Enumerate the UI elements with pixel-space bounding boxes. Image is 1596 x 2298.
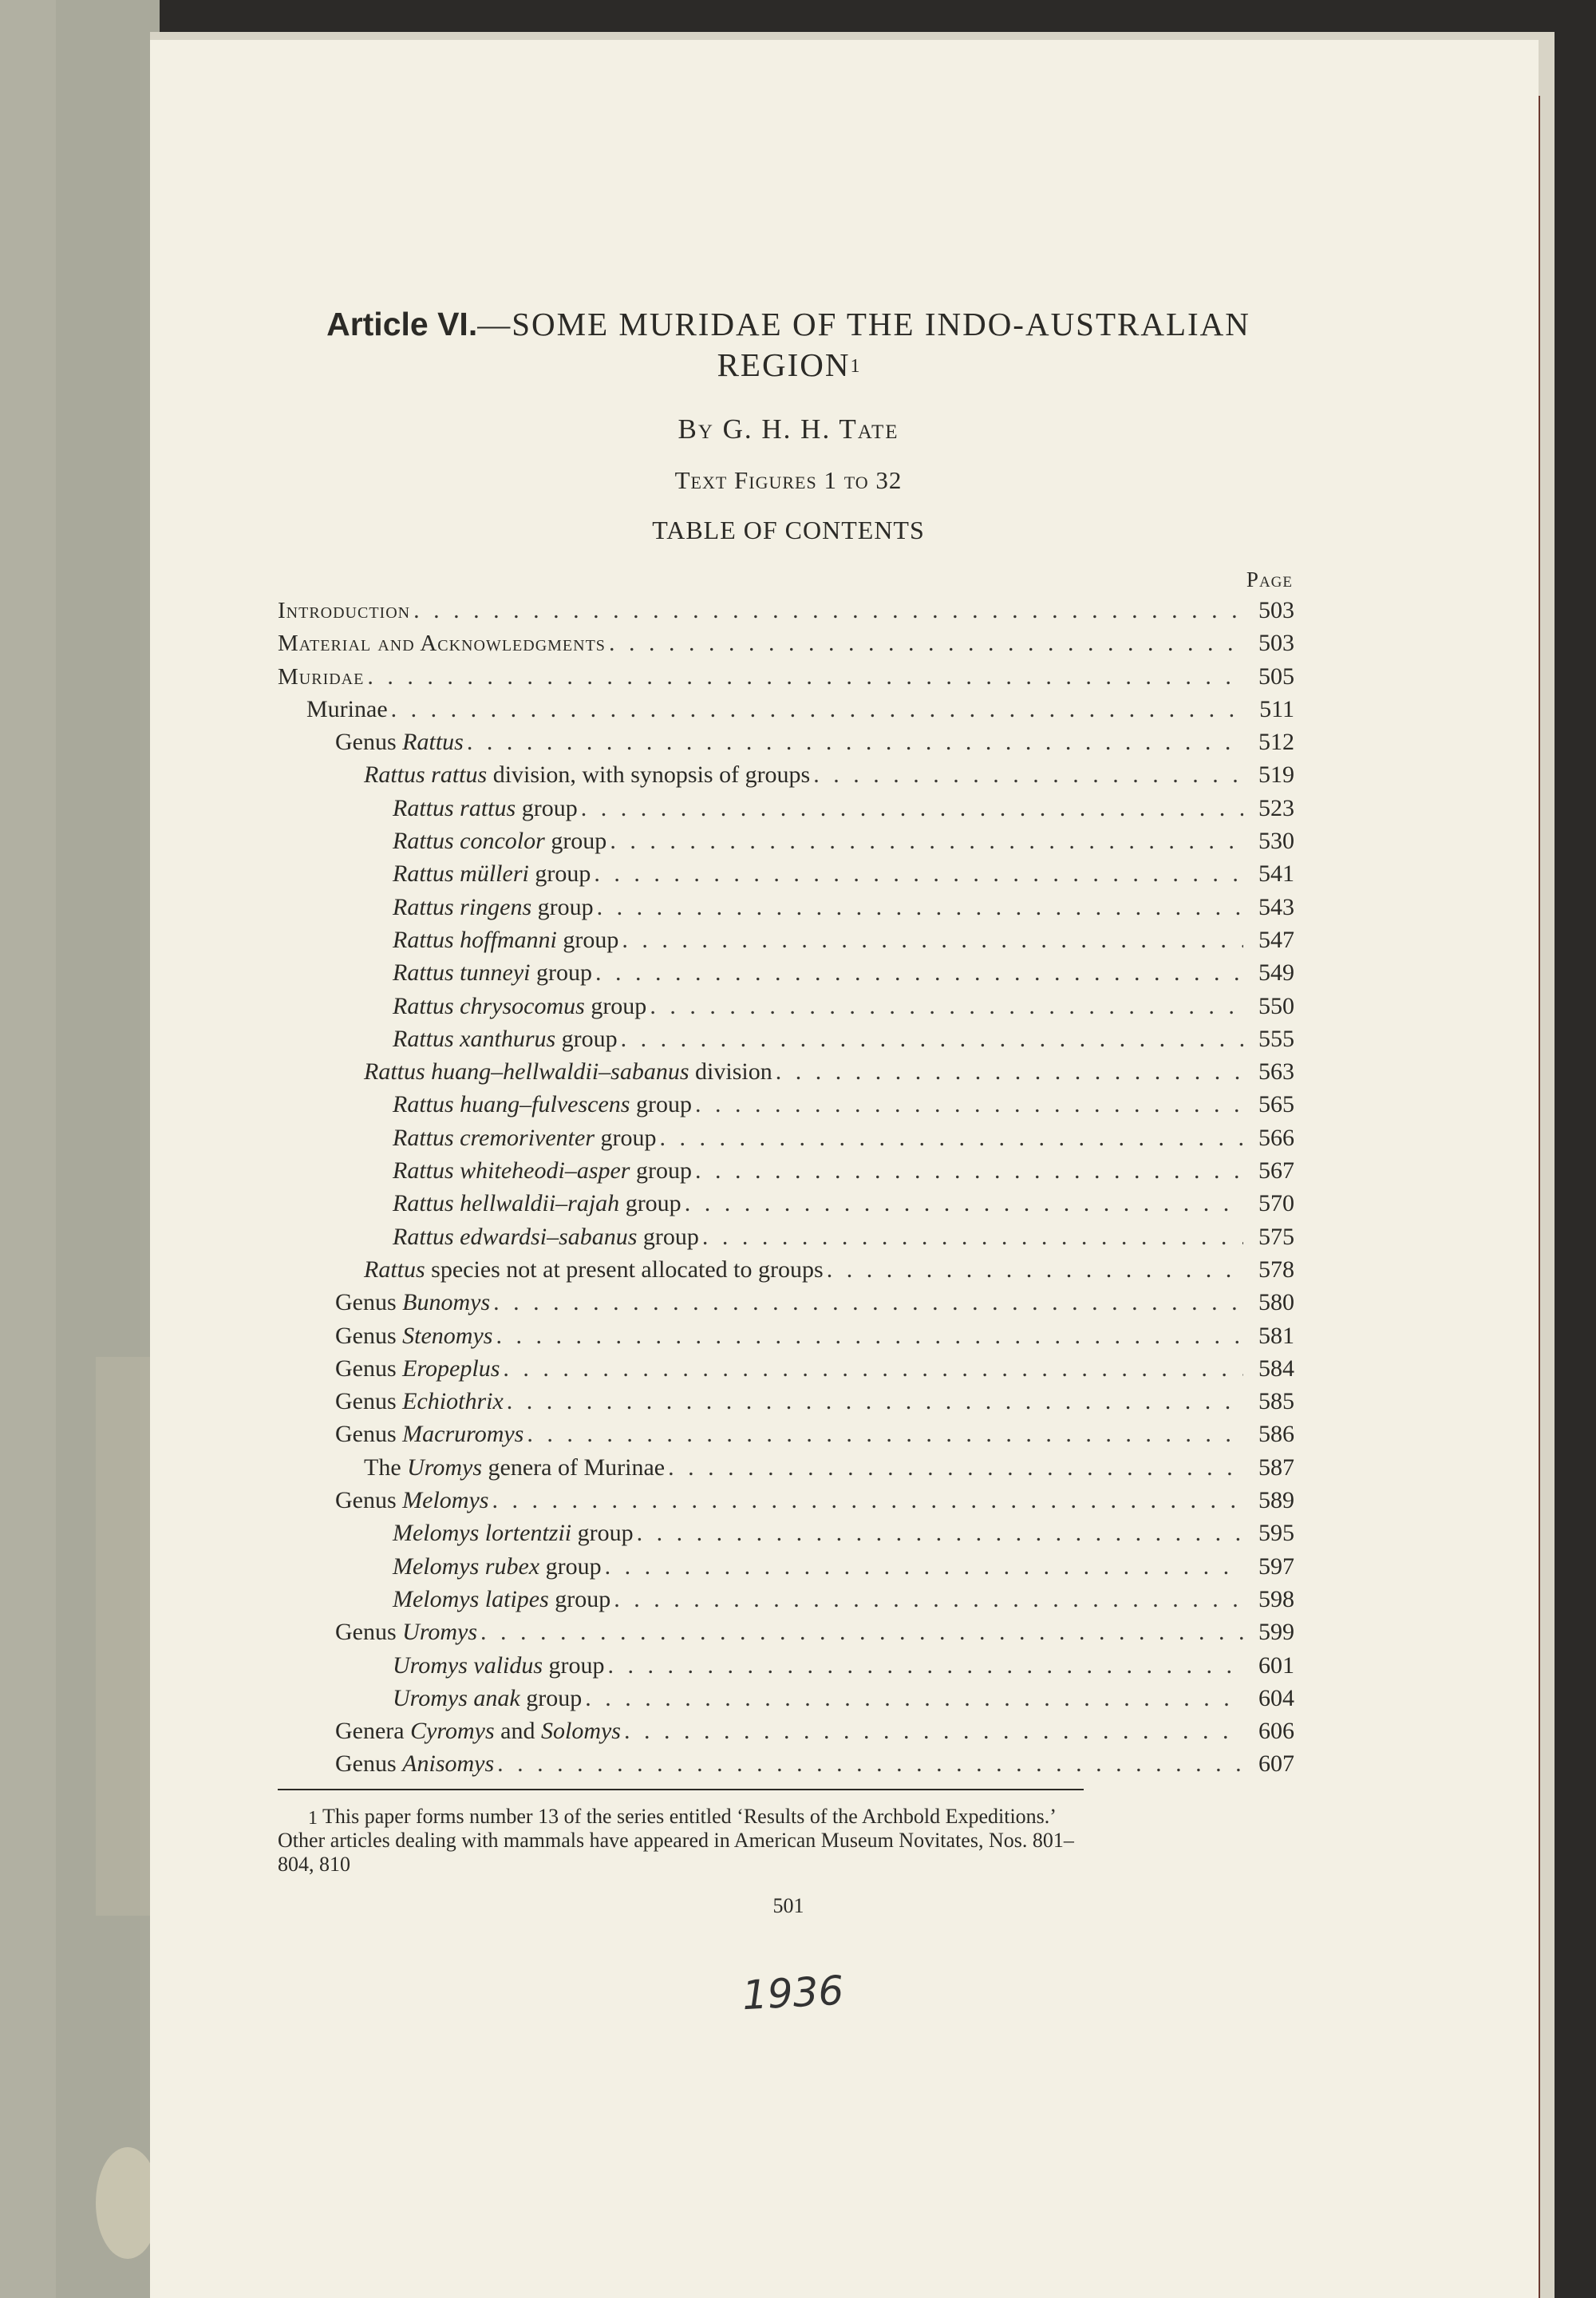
toc-entry-text: group (619, 1190, 681, 1217)
toc-entry-taxon: Melomys (402, 1487, 489, 1514)
toc-entry-text: Genus (335, 1750, 403, 1778)
toc-entry-page: 555 (1258, 1025, 1294, 1052)
toc-entry (278, 1187, 1299, 1220)
toc-entry-page: 604 (1258, 1684, 1294, 1711)
toc-entry (278, 825, 1299, 857)
toc-entry-page: 580 (1258, 1289, 1294, 1316)
toc-entry-taxon: Uromys validus (393, 1651, 543, 1679)
toc-entry-title (364, 1451, 665, 1484)
footnote-line2: Other articles dealing with mammals have appeared in American Museum Novitates, Nos. 801– (278, 1828, 1074, 1852)
toc-entry-title (393, 924, 618, 956)
toc-entry-taxon: Rattus mülleri (393, 860, 529, 888)
toc-entry-title (335, 1418, 523, 1450)
toc-entry-taxon: Rattus cremoriventer (393, 1124, 595, 1151)
leader-dots (695, 1154, 1243, 1187)
footnote (278, 1805, 1299, 1877)
toc-entry-page: 599 (1258, 1619, 1294, 1646)
toc-entry-page: 550 (1258, 992, 1294, 1019)
article-title-line1: —SOME MURIDAE OF THE INDO-AUSTRALIAN (477, 306, 1250, 342)
toc-entry-title (335, 1385, 504, 1418)
handwritten-year: 1936 (741, 1967, 845, 2019)
toc-entry (278, 1022, 1299, 1055)
leader-dots (507, 1385, 1243, 1418)
toc-entry-title (393, 825, 606, 857)
toc-entry (278, 758, 1299, 791)
toc-entry-title (306, 693, 388, 726)
table-of-contents (278, 594, 1299, 1781)
toc-entry-taxon: Rattus huang–hellwaldii–sabanus (364, 1058, 689, 1086)
toc-entry-text: Introduction (278, 598, 411, 623)
toc-entry-taxon: Echiothrix (402, 1388, 504, 1415)
toc-entry-page: 566 (1258, 1124, 1294, 1151)
article-title-line2-wrap (278, 345, 1299, 385)
toc-entry (278, 660, 1299, 693)
toc-entry-page: 575 (1258, 1223, 1294, 1250)
toc-entry-title (393, 792, 578, 825)
toc-entry-page: 503 (1258, 597, 1294, 623)
toc-entry-taxon: Rattus ringens (393, 893, 532, 920)
toc-entry-taxon: Rattus xanthurus (393, 1025, 556, 1052)
toc-entry-text: group (595, 1124, 657, 1151)
toc-entry (278, 1715, 1299, 1747)
title-footnote-mark: 1 (850, 356, 860, 377)
article-content (278, 303, 1299, 1918)
toc-entry (278, 1121, 1299, 1154)
toc-entry (278, 1385, 1299, 1418)
toc-entry-taxon: Rattus hellwaldii–rajah (393, 1190, 620, 1217)
toc-entry-taxon: Macruromys (402, 1421, 524, 1448)
toc-entry-taxon: Rattus hoffmanni (393, 926, 557, 953)
toc-entry-taxon: Rattus tunneyi (393, 959, 531, 987)
leader-dots (610, 825, 1243, 857)
toc-entry-taxon: Rattus (402, 729, 464, 756)
toc-entry (278, 1418, 1299, 1450)
leader-dots (480, 1616, 1243, 1648)
leader-dots (637, 1517, 1243, 1549)
toc-entry-title (393, 1682, 582, 1715)
toc-entry (278, 1352, 1299, 1385)
toc-entry-page: 595 (1258, 1520, 1294, 1547)
toc-entry-taxon: Uromys (402, 1619, 478, 1646)
toc-entry-text: group (630, 1091, 692, 1118)
toc-entry-page: 607 (1258, 1750, 1294, 1778)
toc-entry-text: Material and Acknowledgments (278, 631, 606, 657)
toc-entry-title (393, 1649, 605, 1682)
leader-dots (609, 627, 1243, 659)
toc-entry-title (335, 1715, 621, 1747)
toc-entry-title (393, 1187, 681, 1220)
leader-dots (594, 857, 1243, 890)
footnote-line3: 804, 810 (278, 1852, 350, 1876)
toc-entry (278, 1286, 1299, 1319)
toc-entry-title (335, 1484, 488, 1517)
toc-entry-text: Genus (335, 1421, 403, 1448)
toc-entry (278, 1484, 1299, 1517)
article-title-line2: REGION (717, 346, 851, 383)
toc-entry-taxon: Rattus whiteheodi–asper (393, 1157, 630, 1185)
toc-entry-title (393, 956, 592, 989)
toc-entry-text: Genus (335, 1487, 403, 1514)
toc-entry-page: 547 (1258, 926, 1294, 953)
toc-entry-text: group (544, 828, 607, 855)
toc-entry-text: Murinae (306, 695, 388, 722)
toc-entry-page: 581 (1258, 1322, 1294, 1349)
toc-entry-text: division (689, 1058, 772, 1086)
toc-entry (278, 726, 1299, 758)
toc-entry-taxon: Uromys anak (393, 1684, 520, 1711)
toc-entry-title (393, 1517, 634, 1549)
toc-entry-title (393, 1220, 699, 1253)
toc-entry (278, 792, 1299, 825)
toc-entry-taxon: Melomys lortentzii (393, 1520, 572, 1547)
toc-entry (278, 1154, 1299, 1187)
toc-entry-text: group (571, 1520, 634, 1547)
leader-dots (503, 1352, 1243, 1385)
leader-dots (467, 726, 1243, 758)
toc-entry-page: 567 (1258, 1157, 1294, 1185)
text-figures-line: Text Figures 1 to 32 (674, 466, 903, 494)
footnote-mark: 1 (308, 1807, 318, 1829)
toc-entry-taxon: Cyromys (410, 1718, 495, 1745)
toc-entry-page: 570 (1258, 1190, 1294, 1217)
toc-entry-title (393, 891, 594, 924)
footnote-line1: This paper forms number 13 of the series entitled ‘Results of the Archbold Expeditions.’ (322, 1804, 1057, 1828)
leader-dots (608, 1649, 1243, 1682)
toc-entry (278, 1747, 1299, 1780)
toc-entry-page: 601 (1258, 1651, 1294, 1679)
toc-entry-page: 543 (1258, 893, 1294, 920)
toc-entry (278, 1616, 1299, 1648)
page-number: 501 (772, 1893, 804, 1917)
leader-dots (595, 956, 1243, 989)
toc-entry-text: Genus (335, 1289, 403, 1316)
toc-entry-text: group (637, 1223, 699, 1250)
toc-entry-title (393, 990, 646, 1022)
toc-entry-title (335, 1352, 500, 1385)
toc-entry-text: Muridae (278, 663, 365, 690)
leader-dots (776, 1055, 1243, 1088)
toc-entry-text: species not at present allocated to groups (425, 1256, 824, 1283)
toc-entry-page: 589 (1258, 1487, 1294, 1514)
toc-entry (278, 1649, 1299, 1682)
toc-entry (278, 1088, 1299, 1121)
toc-entry-taxon: Stenomys (402, 1322, 493, 1349)
article-label: Article VI. (326, 306, 478, 342)
toc-entry-text: Genus (335, 1619, 403, 1646)
leader-dots (702, 1220, 1243, 1253)
toc-entry-page: 512 (1258, 729, 1294, 756)
toc-entry-text: group (516, 794, 578, 821)
article-title (278, 303, 1299, 345)
toc-entry-title (278, 660, 364, 694)
toc-entry-taxon: Rattus huang–fulvescens (393, 1091, 630, 1118)
toc-entry-text: division, with synopsis of groups (487, 761, 811, 789)
toc-entry-title (393, 1121, 657, 1154)
toc-entry-title (335, 1616, 477, 1648)
toc-entry-page: 549 (1258, 959, 1294, 987)
leader-dots (621, 1022, 1243, 1055)
toc-entry (278, 1682, 1299, 1715)
toc-entry-title (393, 857, 591, 890)
toc-entry-page: 598 (1258, 1585, 1294, 1612)
leader-dots (685, 1187, 1243, 1220)
toc-entry-page: 587 (1258, 1454, 1294, 1481)
toc-entry (278, 1253, 1299, 1286)
leader-dots (527, 1418, 1243, 1450)
toc-entry (278, 1319, 1299, 1352)
toc-entry (278, 594, 1299, 627)
toc-entry-page: 586 (1258, 1421, 1294, 1448)
toc-entry (278, 857, 1299, 890)
toc-entry-text: group (519, 1684, 583, 1711)
toc-entry (278, 627, 1299, 659)
toc-entry-text: group (528, 860, 591, 888)
toc-entry-text: The (364, 1454, 408, 1481)
toc-entry-taxon: Rattus rattus (393, 794, 516, 821)
footnote-rule (278, 1789, 1084, 1790)
toc-entry-title (393, 1583, 610, 1616)
leader-dots (650, 990, 1243, 1022)
leader-dots (493, 1286, 1243, 1319)
toc-entry-text: group (530, 959, 592, 987)
toc-entry-title (393, 1154, 692, 1187)
toc-entry-page: 563 (1258, 1058, 1294, 1086)
leader-dots (367, 660, 1243, 693)
footnote-line1-wrap (278, 1805, 1299, 1829)
toc-entry-taxon: Uromys (407, 1454, 483, 1481)
toc-entry-taxon: Rattus edwardsi–sabanus (393, 1223, 638, 1250)
page-column-label: Page (1246, 568, 1293, 591)
toc-entry-text: and (494, 1718, 541, 1745)
toc-entry-title (364, 758, 810, 791)
toc-entry-text: Genus (335, 1388, 403, 1415)
toc-entry-text: Genera (335, 1718, 411, 1745)
toc-entry-text: Genus (335, 1322, 403, 1349)
toc-entry (278, 1583, 1299, 1616)
toc-entry-page: 503 (1258, 630, 1294, 657)
toc-entry-page: 584 (1258, 1355, 1294, 1382)
toc-entry-page: 565 (1258, 1091, 1294, 1118)
leader-dots (622, 924, 1243, 956)
leader-dots (813, 758, 1243, 791)
leader-dots (413, 594, 1243, 627)
toc-entry-title (364, 1253, 824, 1286)
toc-entry (278, 891, 1299, 924)
leader-dots (614, 1583, 1243, 1616)
toc-entry-text: group (556, 926, 619, 953)
toc-entry (278, 956, 1299, 989)
toc-entry (278, 1517, 1299, 1549)
toc-entry-page: 541 (1258, 860, 1294, 888)
toc-entry-taxon: Melomys latipes (393, 1585, 549, 1612)
toc-entry-title (278, 594, 410, 627)
toc-entry-taxon: Rattus (364, 1256, 425, 1283)
leader-dots (497, 1747, 1243, 1780)
toc-entry-text: group (548, 1585, 611, 1612)
toc-entry (278, 1055, 1299, 1088)
toc-entry-page: 523 (1258, 794, 1294, 821)
toc-entry-page: 606 (1258, 1718, 1294, 1745)
toc-entry-taxon: Solomys (540, 1718, 621, 1745)
toc-entry (278, 1220, 1299, 1253)
author-line: By G. H. H. Tate (678, 413, 899, 445)
leader-dots (660, 1121, 1244, 1154)
toc-entry-text: genera of Murinae (482, 1454, 666, 1481)
leader-dots (585, 1682, 1243, 1715)
toc-entry-title (335, 1747, 494, 1780)
toc-entry (278, 1451, 1299, 1484)
toc-entry-page: 511 (1259, 695, 1294, 722)
leader-dots (391, 693, 1243, 726)
toc-entry (278, 990, 1299, 1022)
toc-entry-title (364, 1055, 772, 1088)
toc-entry-page: 597 (1258, 1552, 1294, 1580)
toc-entry-page: 578 (1258, 1256, 1294, 1283)
toc-entry-text: Genus (335, 729, 403, 756)
leader-dots (581, 792, 1243, 825)
toc-entry-text: group (543, 1651, 605, 1679)
leader-dots (695, 1088, 1243, 1121)
leader-dots (605, 1550, 1243, 1583)
toc-entry-text: group (630, 1157, 692, 1185)
toc-entry-page: 530 (1258, 828, 1294, 855)
toc-entry-title (393, 1022, 618, 1055)
toc-entry-title (278, 627, 606, 660)
toc-entry-title (393, 1088, 692, 1121)
toc-entry-taxon: Anisomys (402, 1750, 495, 1778)
toc-entry-title (335, 1286, 490, 1319)
toc-heading: TABLE OF CONTENTS (652, 516, 925, 544)
toc-entry-title (335, 1319, 492, 1352)
leader-dots (496, 1319, 1243, 1352)
toc-entry (278, 1550, 1299, 1583)
toc-entry-taxon: Melomys rubex (393, 1552, 540, 1580)
toc-entry-taxon: Bunomys (402, 1289, 491, 1316)
toc-entry-page: 505 (1258, 663, 1294, 690)
leader-dots (492, 1484, 1243, 1517)
toc-entry-taxon: Eropeplus (402, 1355, 500, 1382)
toc-entry-text: group (539, 1552, 602, 1580)
toc-entry-text: Genus (335, 1355, 403, 1382)
leader-dots (624, 1715, 1243, 1747)
toc-entry (278, 924, 1299, 956)
toc-entry-taxon: Rattus rattus (364, 761, 488, 789)
toc-entry-taxon: Rattus concolor (393, 828, 545, 855)
leader-dots (827, 1253, 1243, 1286)
leader-dots (668, 1451, 1243, 1484)
toc-entry-page: 519 (1258, 761, 1294, 789)
toc-entry-title (393, 1550, 602, 1583)
toc-entry-taxon: Rattus chrysocomus (393, 992, 585, 1019)
toc-entry-text: group (584, 992, 647, 1019)
leader-dots (597, 891, 1243, 924)
toc-entry-text: group (555, 1025, 618, 1052)
toc-entry (278, 693, 1299, 726)
toc-entry-page: 585 (1258, 1388, 1294, 1415)
toc-entry-title (335, 726, 464, 758)
toc-entry-text: group (531, 893, 594, 920)
